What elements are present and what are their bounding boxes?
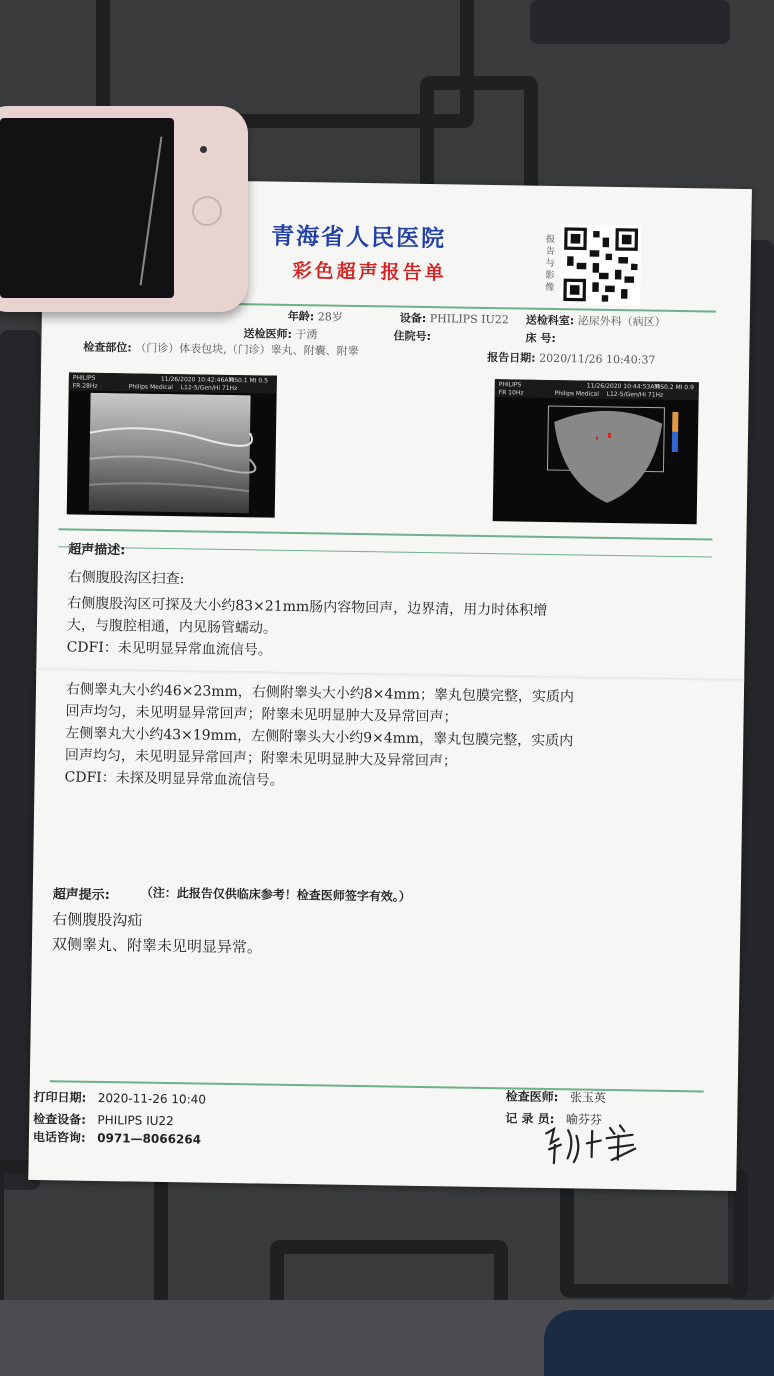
age-field <box>288 308 343 325</box>
image-tis: TIS0.1 MI 0.5 <box>228 376 268 385</box>
exam-device-value: PHILIPS IU22 <box>97 1112 174 1129</box>
qr-label: 报告与影像 <box>545 234 556 294</box>
table-panel <box>530 0 730 44</box>
desc-line: 回声均匀，未见明显异常回声；附睾未见明显肿大及异常回声； <box>65 703 458 726</box>
home-button <box>192 196 222 226</box>
desc-line: 左侧睾丸大小约43×19mm，左侧附睾头大小约9×4mm，睾丸包膜完整，实质内 <box>65 725 574 750</box>
images-rule <box>58 528 712 540</box>
image-vendor: Philips Medical <box>128 383 174 392</box>
desc-line: 右侧腹股沟区扫查: <box>67 569 185 588</box>
part-label: 检查部位: <box>83 340 132 355</box>
ultrasound-scan <box>81 393 263 514</box>
image-probe: L12-5/Gen/Hi 71Hz <box>180 384 238 393</box>
desc-line: 大，与腹腔相通，内见肠管蠕动。 <box>66 617 278 637</box>
image-tis: TIS0.2 MI 0.9 <box>654 383 694 392</box>
image-brand: PHILIPS <box>498 381 522 389</box>
ultrasound-report <box>28 178 752 1191</box>
image-probe: L12-5/Gen/Hi 71Hz <box>606 390 664 399</box>
part-value: （门诊）体表包块,（门诊）睾丸、附囊、附睾 <box>135 341 359 358</box>
dept-field <box>526 312 666 330</box>
device-value: PHILIPS IU22 <box>429 312 509 327</box>
conclusion-heading: 超声提示: <box>52 887 111 904</box>
dept-value: 泌尿外科（病区） <box>577 314 666 329</box>
doppler-scan <box>533 402 685 520</box>
desc-line: CDFI：未探及明显异常血流信号。 <box>64 769 284 789</box>
doctor-field <box>243 325 317 342</box>
ultrasound-image-1 <box>67 372 277 517</box>
phone-label: 电话咨询: <box>32 1129 86 1145</box>
phone-value: 0971—8066264 <box>97 1130 202 1147</box>
image-freq: FR 10Hz <box>498 389 524 397</box>
dept-label: 送检科室: <box>525 313 575 328</box>
exam-doctor-label: 检查医师: <box>505 1089 559 1105</box>
handwritten-signature <box>540 1118 652 1170</box>
desc-line: 回声均匀，未见明显异常回声；附睾未见明显肿大及异常回声； <box>64 747 458 770</box>
bed-label: 床 号: <box>525 331 556 346</box>
age-label: 年龄: <box>287 309 315 324</box>
ultrasound-image-3 <box>493 379 699 524</box>
date-field <box>487 349 655 368</box>
image-brand: PHILIPS <box>72 374 96 382</box>
conclusion-line: 右侧腹股沟疝 <box>52 910 143 930</box>
ultrasound-images <box>67 372 699 524</box>
image-vendor: Philips Medical <box>554 390 599 398</box>
image-timestamp: 11/26/2020 10:42:46AM <box>160 375 234 385</box>
desc-line: 右侧睾丸大小约46×23mm，右侧附睾头大小约8×4mm；睾丸包膜完整，实质内 <box>65 681 575 706</box>
print-date-value: 2020-11-26 10:40 <box>97 1090 207 1107</box>
report-title: 彩色超声报告单 <box>292 259 447 285</box>
device-field <box>400 310 509 328</box>
date-value: 2020/11/26 10:40:37 <box>539 351 656 367</box>
part-field <box>83 339 359 359</box>
age-value: 28岁 <box>317 310 343 324</box>
image-timestamp: 11/26/2020 10:44:53AM <box>586 382 660 391</box>
desc-rule <box>58 546 712 557</box>
admission-label: 住院号: <box>393 329 432 344</box>
phone-screen <box>0 118 174 298</box>
smartphone <box>0 106 248 312</box>
doctor-value: 于湧 <box>295 327 318 342</box>
bed-field <box>525 330 555 346</box>
exam-device-field <box>33 1110 174 1129</box>
hospital-name: 青海省人民医院 <box>270 223 447 253</box>
desc-line: 右侧腹股沟区可探及大小约83×21mm肠内容物回声，边界清，用力时体积增 <box>67 595 548 619</box>
exam-device-label: 检查设备: <box>33 1111 87 1127</box>
print-date-field <box>33 1088 206 1108</box>
recorder-label: 记 录 员: <box>505 1111 555 1127</box>
exam-doctor-value: 张玉英 <box>569 1090 607 1105</box>
image-freq: FR 28Hz <box>72 382 98 390</box>
recorder-value: 喻芬芬 <box>565 1112 603 1127</box>
conclusion-line: 双侧睾丸、附睾未见明显异常。 <box>51 935 263 957</box>
qr-code-icon <box>560 224 641 305</box>
print-date-label: 打印日期: <box>33 1089 87 1105</box>
desc-line: CDFI：未见明显异常血流信号。 <box>66 639 272 659</box>
admission-field <box>393 328 431 345</box>
conclusion-note: （注：此报告仅供临床参考！检查医师签字有效。） <box>140 885 411 904</box>
phone-field <box>33 1128 201 1148</box>
description-heading: 超声描述: <box>68 542 126 559</box>
date-label: 报告日期: <box>487 350 536 365</box>
device-label: 设备: <box>399 311 427 326</box>
exam-doctor-field <box>506 1087 607 1106</box>
doctor-label: 送检医师: <box>243 327 293 341</box>
camera-icon <box>200 146 207 153</box>
cloth <box>544 1310 774 1376</box>
